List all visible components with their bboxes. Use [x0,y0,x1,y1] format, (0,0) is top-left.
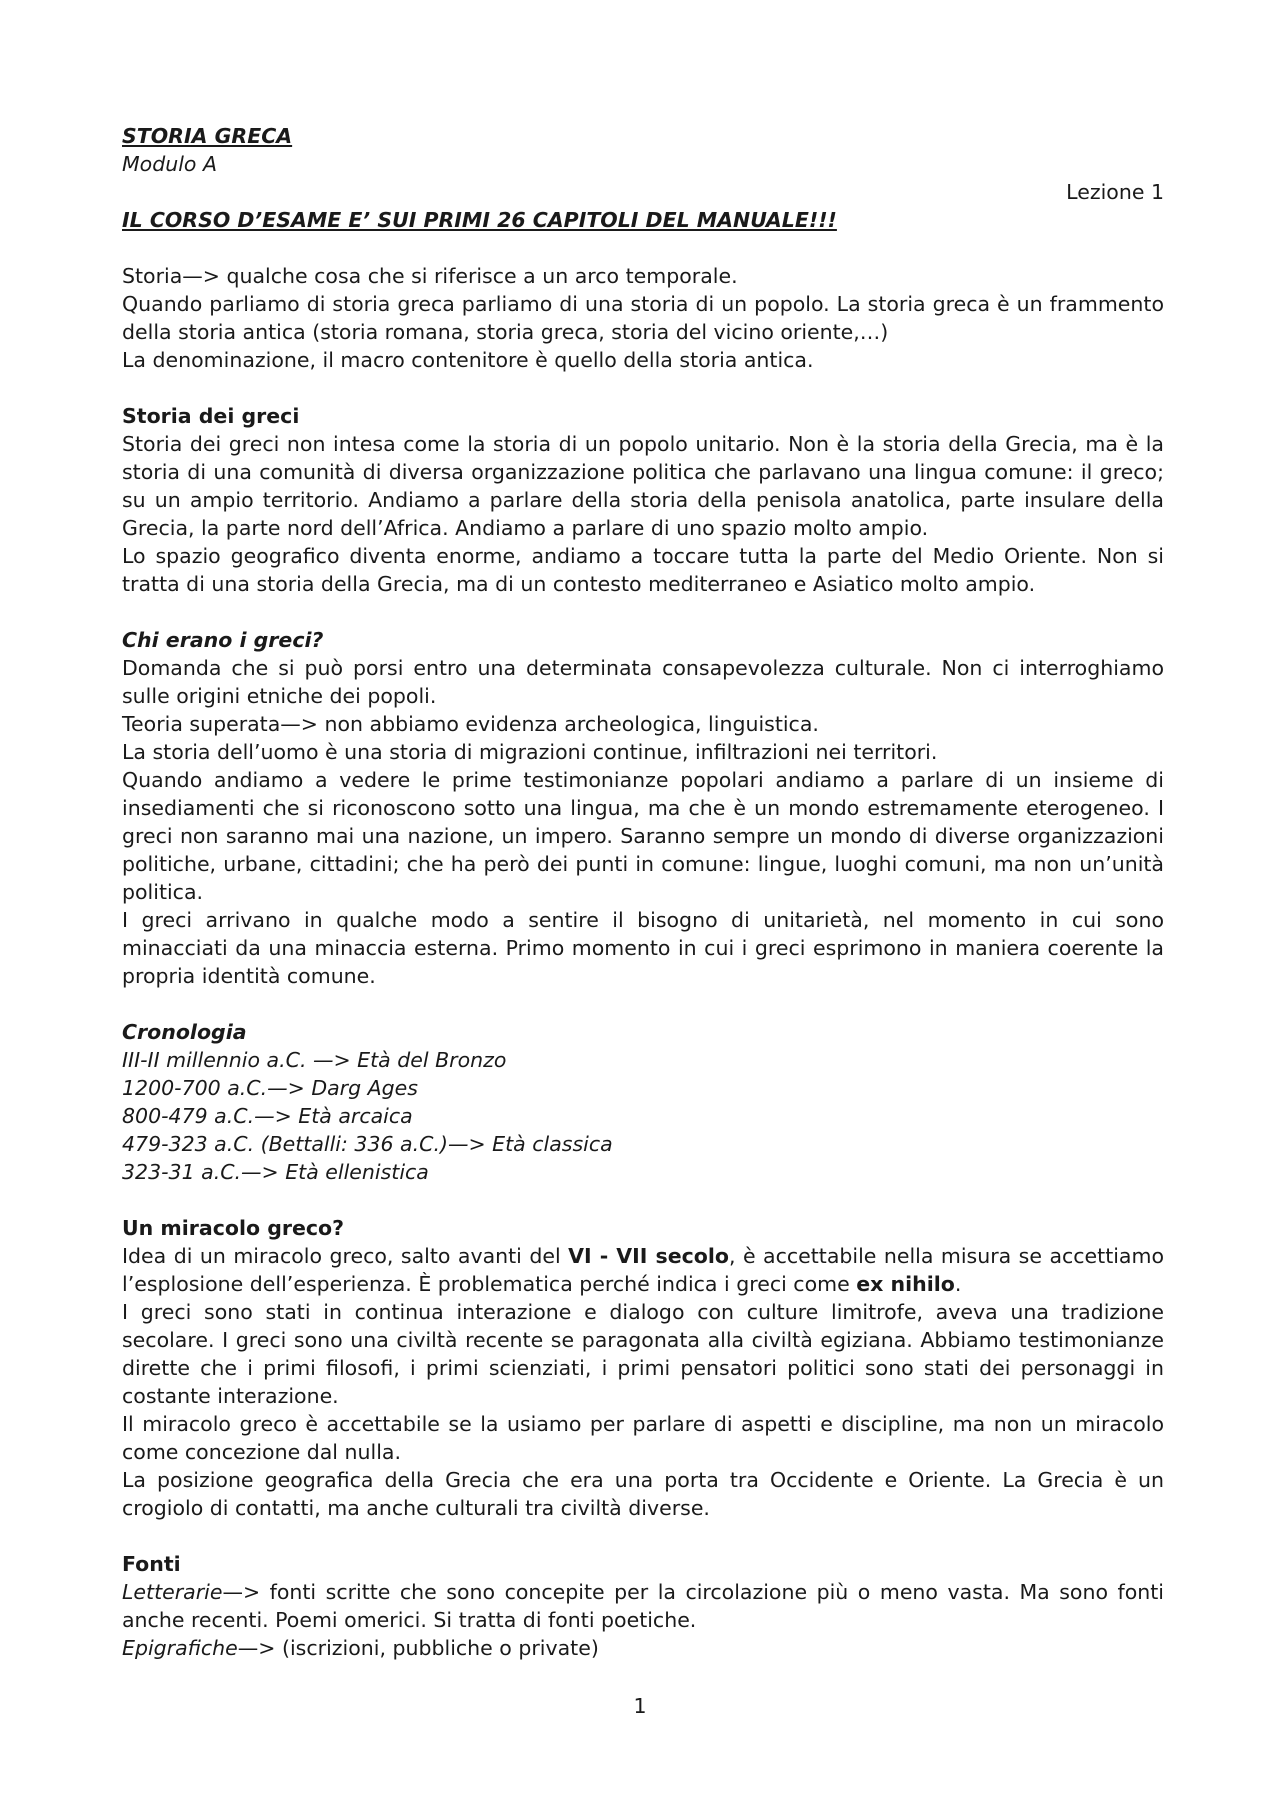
paragraph-line: politiche, urbane, cittadini; che ha però dei punti in comune: lingue, luoghi comuni, ma non un’unità [122,852,1164,876]
paragraph-line: Storia—> qualche cosa che si riferisce a un arco temporale. [122,264,738,288]
paragraph-line: anche recenti. Poemi omerici. Si tratta di fonti poetiche. [122,1608,697,1632]
section-fonti [122,1550,1164,1662]
section-heading: Chi erano i greci? [122,628,324,652]
text-run: , è accettabile nella misura se accettiamo [728,1244,1165,1268]
paragraph-line: La denominazione, il macro contenitore è quello della storia antica. [122,348,814,372]
chronology-item: 1200-700 a.C.—> Darg Ages [122,1076,418,1100]
text-run: —> fonti scritte che sono concepite per la circolazione più o meno vasta. Ma sono fonti [222,1580,1164,1604]
source-term: Letterarie [122,1580,223,1604]
section-heading: Storia dei greci [122,404,300,428]
emphasis-text: VI - VII secolo [568,1244,729,1268]
section-heading: Un miracolo greco? [122,1216,345,1240]
exam-note: IL CORSO D’ESAME E’ SUI PRIMI 26 CAPITOLI DEL MANUALE!!! [122,208,837,232]
emphasis-text: ex nihilo [856,1272,955,1296]
chronology-item: 479-323 a.C. (Bettalli: 336 a.C.)—> Età classica [122,1132,613,1156]
section-chi-erano [122,626,1164,990]
paragraph-line: greci non saranno mai una nazione, un impero. Saranno sempre un mondo di diverse organizzazioni [122,824,1164,848]
intro-section [122,262,1164,374]
page-number: 1 [633,1694,647,1718]
paragraph-line: della storia antica (storia romana, storia greca, storia del vicino oriente,…) [122,320,889,344]
document-title: STORIA GRECA [122,124,293,148]
lesson-label: Lezione 1 [1066,180,1164,204]
paragraph-line: secolare. I greci sono una civiltà recente se paragonata alla civiltà egiziana. Abbiamo testimonianze [122,1328,1164,1352]
paragraph-line: I greci sono stati in continua interazione e dialogo con culture limitrofe, aveva una tradizione [122,1300,1164,1324]
paragraph-line: I greci arrivano in qualche modo a sentire il bisogno di unitarietà, nel momento in cui sono [122,908,1164,932]
section-storia-dei-greci [122,402,1164,598]
paragraph-line: crogiolo di contatti, ma anche culturali tra civiltà diverse. [122,1496,710,1520]
paragraph-line: Domanda che si può porsi entro una determinata consapevolezza culturale. Non ci interroghiamo [122,656,1164,680]
paragraph-line [122,1578,1164,1606]
source-term: Epigrafiche [122,1636,238,1660]
text-run: l’esplosione dell’esperienza. È problematica perché indica i greci come [122,1272,857,1296]
section-cronologia [122,1018,1164,1186]
paragraph-line: minacciati da una minaccia esterna. Primo momento in cui i greci esprimono in maniera coerente la [122,936,1164,960]
paragraph-line: propria identità comune. [122,964,376,988]
section-heading: Cronologia [122,1020,247,1044]
text-run: —> (iscrizioni, pubbliche o private) [237,1636,599,1660]
paragraph-line: Storia dei greci non intesa come la storia di un popolo unitario. Non è la storia della Grecia, ma è la [122,432,1164,456]
text-run: Idea di un miracolo greco, salto avanti del [122,1244,569,1268]
section-heading: Fonti [122,1552,181,1576]
document-body [122,122,1164,1662]
paragraph-line: sulle origini etniche dei popoli. [122,684,437,708]
paragraph-line: storia di una comunità di diversa organizzazione politica che parlavano una lingua comune: il greco; [122,460,1164,484]
chronology-item: 800-479 a.C.—> Età arcaica [122,1104,413,1128]
paragraph-line: politica. [122,880,204,904]
text-run: . [954,1272,962,1296]
paragraph-line: Grecia, la parte nord dell’Africa. Andiamo a parlare di uno spazio molto ampio. [122,516,929,540]
paragraph-line: insediamenti che si riconoscono sotto una lingua, ma che è un mondo estremamente eterogeneo. I [122,796,1164,820]
paragraph-line [122,1242,1164,1270]
paragraph-line: Teoria superata—> non abbiamo evidenza archeologica, linguistica. [122,712,819,736]
paragraph-line: dirette che i primi filosofi, i primi scienziati, i primi pensatori politici sono stati dei personaggi in [122,1356,1164,1380]
paragraph-line: Lo spazio geografico diventa enorme, andiamo a toccare tutta la parte del Medio Oriente. Non si [122,544,1164,568]
paragraph-line: tratta di una storia della Grecia, ma di un contesto mediterraneo e Asiatico molto ampio. [122,572,1036,596]
paragraph-line: La storia dell’uomo è una storia di migrazioni continue, infiltrazioni nei territori. [122,740,938,764]
header [122,122,1164,234]
module-label: Modulo A [122,152,218,176]
paragraph-line: costante interazione. [122,1384,339,1408]
paragraph-line: Quando andiamo a vedere le prime testimonianze popolari andiamo a parlare di un insieme di [122,768,1164,792]
paragraph-line: su un ampio territorio. Andiamo a parlare della storia della penisola anatolica, parte insulare della [122,488,1164,512]
paragraph-line [122,1270,1164,1298]
paragraph-line: come concezione dal nulla. [122,1440,401,1464]
paragraph-line: La posizione geografica della Grecia che era una porta tra Occidente e Oriente. La Grecia è un [122,1468,1164,1492]
section-miracolo [122,1214,1164,1522]
chronology-item: III-II millennio a.C. —> Età del Bronzo [122,1048,507,1072]
paragraph-line [122,1634,1164,1662]
paragraph-line: Quando parliamo di storia greca parliamo di una storia di un popolo. La storia greca è un frammento [122,292,1164,316]
paragraph-line: Il miracolo greco è accettabile se la usiamo per parlare di aspetti e discipline, ma non un miracolo [122,1412,1164,1436]
chronology-item: 323-31 a.C.—> Età ellenistica [122,1160,429,1184]
